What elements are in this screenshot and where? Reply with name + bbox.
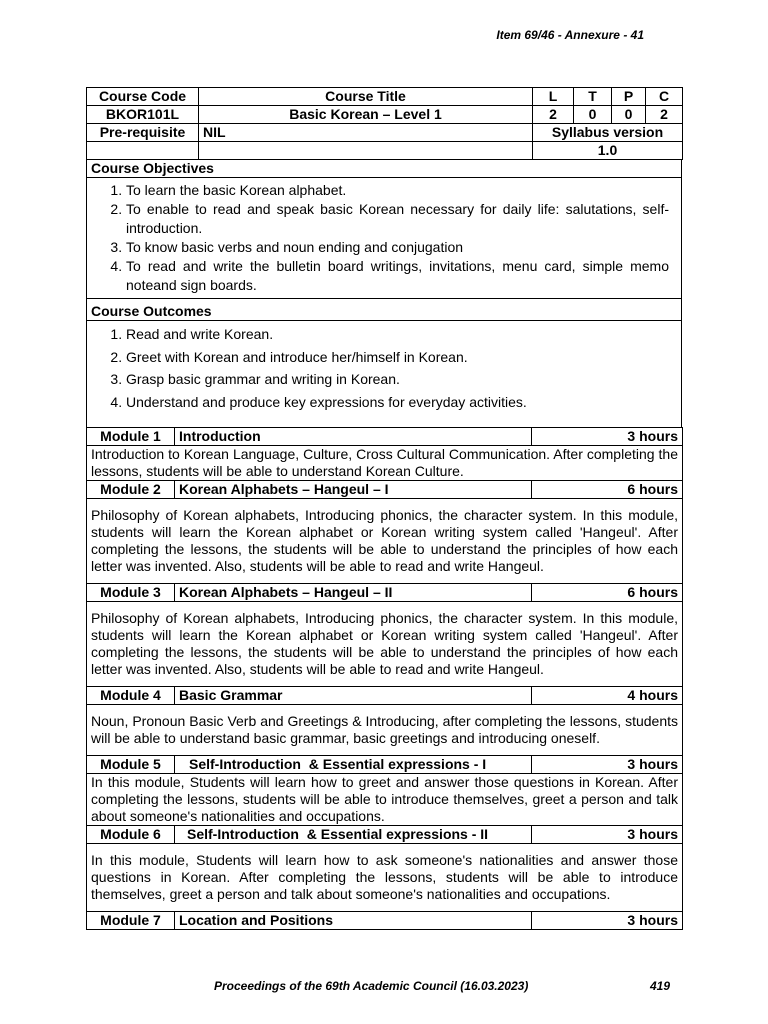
module-description: In this module, Students will learn how to greet and answer those questions in Korean. After completing the lessons, students will be able to introduce themselves, greet a person and talk about someone's nationalities and occupations. — [87, 774, 683, 826]
annexure-reference: Item 69/46 - Annexure - 41 — [496, 28, 644, 42]
outcome-item: 4. Understand and produce key expressions for everyday activities. — [126, 393, 669, 413]
tutorial-label: T — [574, 88, 612, 106]
course-outcomes-heading: Course Outcomes — [87, 299, 682, 321]
module-title: Location and Positions — [175, 912, 532, 930]
practical-hours: 0 — [612, 106, 646, 124]
module-hours: 6 hours — [532, 481, 683, 499]
prerequisite-value: NIL — [199, 124, 533, 142]
course-code-label: Course Code — [87, 88, 199, 106]
prerequisite-label: Pre-requisite — [87, 124, 199, 142]
outcome-item: 3. Grasp basic grammar and writing in Korean. — [126, 370, 669, 390]
objectives-cell — [87, 178, 682, 299]
module-hours: 6 hours — [532, 584, 683, 602]
course-title: Basic Korean – Level 1 — [199, 106, 533, 124]
empty-cell — [87, 142, 199, 160]
syllabus-version-value: 1.0 — [533, 142, 683, 160]
module-description: In this module, Students will learn how to ask someone's nationalities and answer those questions in Korean. After completing the lessons, students will be able to introduce themselves, greet a person and talk about someone's nationalities and occupations. — [87, 844, 683, 912]
syllabus-version-label: Syllabus version — [533, 124, 683, 142]
module-title: Korean Alphabets – Hangeul – II — [175, 584, 532, 602]
objective-item: 3. To know basic verbs and noun ending and conjugation — [126, 238, 669, 257]
module-description: Introduction to Korean Language, Culture, Cross Cultural Communication. After completing the lessons, students will be able to understand Korean Culture. — [87, 446, 683, 481]
page-number: 419 — [650, 979, 671, 993]
module-number: Module 7 — [87, 912, 175, 930]
outcomes-list — [91, 325, 669, 412]
syllabus-document — [86, 87, 682, 930]
module-title: Self-Introduction & Essential expressions - I — [175, 756, 532, 774]
objective-item: 1. To learn the basic Korean alphabet. — [126, 181, 669, 200]
module-hours: 3 hours — [532, 912, 683, 930]
proceedings-note: Proceedings of the 69th Academic Council (16.03.2023) — [214, 979, 529, 993]
module-description: Noun, Pronoun Basic Verb and Greetings & Introducing, after completing the lessons, students will be able to understand basic grammar, basic greetings and introducing oneself. — [87, 705, 683, 756]
objectives-list — [91, 181, 669, 295]
outcomes-cell — [87, 321, 682, 428]
course-code: BKOR101L — [87, 106, 199, 124]
lecture-label: L — [533, 88, 574, 106]
module-title: Basic Grammar — [175, 687, 532, 705]
module-title: Korean Alphabets – Hangeul – I — [175, 481, 532, 499]
module-number: Module 5 — [87, 756, 175, 774]
tutorial-hours: 0 — [574, 106, 612, 124]
module-description: Philosophy of Korean alphabets, Introducing phonics, the character system. In this module, students will learn the Korean alphabet or Korean writing system called 'Hangeul'. After completing the lessons, the students will be able to understand the principles of how each letter was invented. Also, students will be able to read and write Hangeul. — [87, 499, 683, 584]
module-hours: 3 hours — [532, 428, 683, 446]
objective-item: 2. To enable to read and speak basic Korean necessary for daily life: salutations, self-introduction. — [126, 200, 669, 238]
objective-item: 4. To read and write the bulletin board writings, invitations, menu card, simple memo noteand sign boards. — [126, 257, 669, 295]
module-title: Introduction — [175, 428, 532, 446]
empty-cell — [199, 142, 533, 160]
outcome-item: 1. Read and write Korean. — [126, 325, 669, 345]
module-number: Module 2 — [87, 481, 175, 499]
module-number: Module 1 — [87, 428, 175, 446]
module-hours: 4 hours — [532, 687, 683, 705]
modules-table — [86, 427, 683, 930]
objectives-outcomes-table — [86, 159, 682, 428]
module-description: Philosophy of Korean alphabets, Introducing phonics, the character system. In this module, students will learn the Korean alphabet or Korean writing system called 'Hangeul'. After completing the lessons, the students will be able to understand the principles of how each letter was invented. Also, students will be able to read and write Hangeul. — [87, 602, 683, 687]
credits: 2 — [646, 106, 683, 124]
outcome-item: 2. Greet with Korean and introduce her/himself in Korean. — [126, 348, 669, 368]
module-title: Self-Introduction & Essential expressions - II — [175, 826, 532, 844]
course-title-label: Course Title — [199, 88, 533, 106]
module-number: Module 6 — [87, 826, 175, 844]
credits-label: C — [646, 88, 683, 106]
lecture-hours: 2 — [533, 106, 574, 124]
practical-label: P — [612, 88, 646, 106]
module-hours: 3 hours — [532, 756, 683, 774]
course-objectives-heading: Course Objectives — [87, 160, 682, 178]
module-number: Module 3 — [87, 584, 175, 602]
course-header-table — [86, 87, 683, 160]
module-number: Module 4 — [87, 687, 175, 705]
module-hours: 3 hours — [532, 826, 683, 844]
